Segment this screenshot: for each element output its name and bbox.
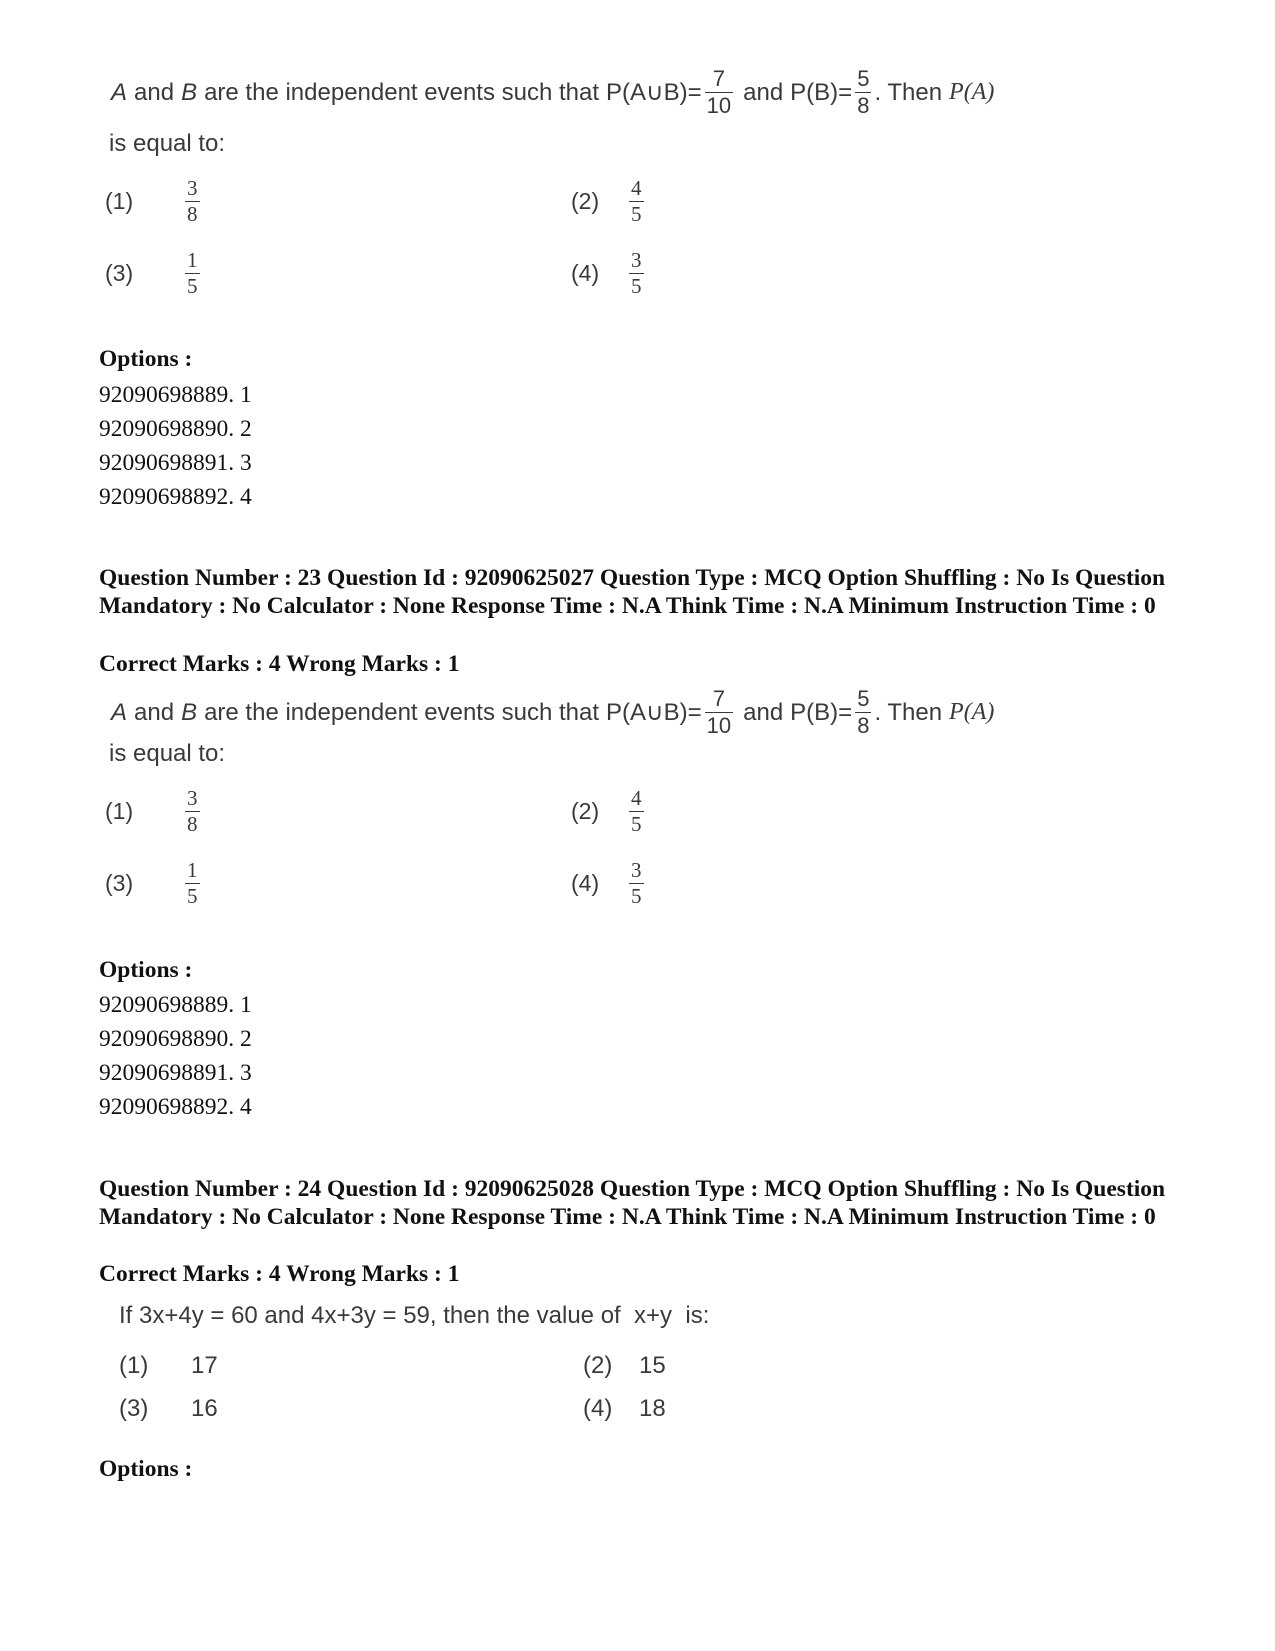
choice-2: (2) $\frac{4}{5}$ — [571, 176, 642, 226]
choice-4: (4) $\frac{3}{5}$ — [571, 248, 642, 298]
options-title: Options : — [99, 957, 193, 983]
question-stem-line2: is equal to: — [109, 740, 226, 767]
choice-1: (1) $\frac{3}{8}$ — [105, 786, 198, 836]
fraction: $\frac{5}{8}$ — [857, 66, 870, 118]
options-title: Options : — [99, 346, 193, 372]
option-item: 92090698890. 2 — [99, 416, 252, 442]
option-item: 92090698890. 2 — [99, 1026, 252, 1052]
options-title: Options : — [99, 1456, 193, 1482]
choice-4: (4) $\frac{3}{5}$ — [571, 858, 642, 908]
option-item: 92090698891. 3 — [99, 450, 252, 476]
choice-3: (3) $\frac{1}{5}$ — [105, 248, 198, 298]
choice-1: (1) 17 — [119, 1352, 218, 1379]
question-stem-line2: is equal to: — [109, 130, 226, 157]
choice-1: (1) $\frac{3}{8}$ — [105, 176, 198, 226]
question-marks: Correct Marks : 4 Wrong Marks : 1 — [99, 651, 460, 677]
option-item: 92090698891. 3 — [99, 1060, 252, 1086]
option-item: 92090698889. 1 — [99, 992, 252, 1018]
question-image — [99, 1300, 1099, 1450]
fraction: $\frac{7}{10}$ — [706, 66, 732, 118]
option-item: 92090698892. 4 — [99, 1094, 252, 1120]
question-image-fragment — [99, 60, 1099, 320]
question-header: Question Number : 23 Question Id : 92090625027 Question Type : MCQ Option Shuffling : No Is Question Mandatory : No Calculator : None Response Time : N.A Think Time : N.A Minimum Instruction Time : 0 — [99, 565, 1166, 619]
choice-4: (4) 18 — [583, 1395, 666, 1422]
choice-2: (2) 15 — [583, 1352, 666, 1379]
choice-2: (2) $\frac{4}{5}$ — [571, 786, 642, 836]
options-list — [99, 988, 1179, 1124]
fraction: $\frac{5}{8}$ — [857, 686, 870, 738]
options-list — [99, 378, 1179, 514]
question-image — [99, 680, 1099, 940]
question-marks: Correct Marks : 4 Wrong Marks : 1 — [99, 1261, 460, 1287]
choice-3: (3) 16 — [119, 1395, 218, 1422]
option-item: 92090698892. 4 — [99, 484, 252, 510]
question-stem: A and B are the independent events such that P(A∪B)= $\frac{7}{10}$ and P(B)= $\frac{5}{8}$ . Then P(A) — [111, 66, 995, 118]
question-header: Question Number : 24 Question Id : 92090625028 Question Type : MCQ Option Shuffling : No Is Question Mandatory : No Calculator : None Response Time : N.A Think Time : N.A Minimum Instruction Time : 0 — [99, 1176, 1166, 1230]
question-stem: A and B are the independent events such that P(A∪B)= $\frac{7}{10}$ and P(B)= $\frac{5}{8}$ . Then P(A) — [111, 686, 995, 738]
question-stem: If 3x+4y = 60 and 4x+3y = 59, then the value of x+y is: — [119, 1302, 710, 1329]
fraction: $\frac{7}{10}$ — [706, 686, 732, 738]
option-item: 92090698889. 1 — [99, 382, 252, 408]
choice-3: (3) $\frac{1}{5}$ — [105, 858, 198, 908]
